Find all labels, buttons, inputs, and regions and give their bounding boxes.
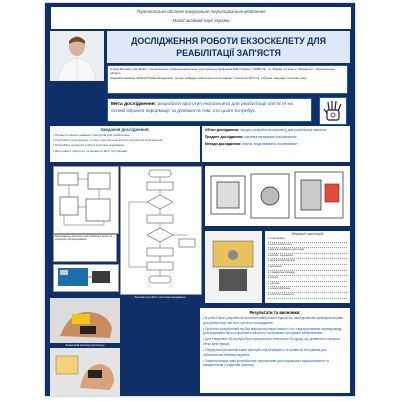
task-item: ▪ Виготовити прототип та провести його тестування.: [53, 149, 197, 154]
component-item: ▸ акумуляторні батареї: [268, 259, 347, 265]
arduino-board-image: [53, 264, 119, 292]
goal-text: розробити прототип екзоскелета для реабілітації зап'ястя на основі зібраної інформації та допомогти тим, хто цього потребує.: [111, 102, 293, 114]
poster-title: [107, 31, 350, 63]
object-text: процес розробки екзоскелету для реабілітації зап'ястя: [240, 128, 327, 132]
header-line-1: Тернопільське обласне комунальне територіальне відділення: [136, 9, 266, 14]
robot-hand-icon: [319, 97, 347, 125]
prototype-caption: Зовнішній вигляд прототипу: [65, 343, 105, 347]
authors-block: [107, 65, 348, 94]
3d-model-caption-box: Моделювання екзоскелета для реабілітації зап'ястя в середовищі 3D-моделювання: [53, 234, 117, 262]
component-item: ▸ еластичні елементи: [268, 293, 347, 299]
exoskeleton-photo: [205, 231, 262, 303]
result-item: ▪ Перед використанням такий пристрій слід перевірити та провести тестування для забезпечення безпеки пацієнта.: [203, 348, 347, 357]
tasks-heading: Завдання дослідження:: [100, 127, 150, 132]
component-item: ▸ кнопки і перемикачі: [268, 254, 347, 260]
component-item: ▸ плата Arduino Uno: [268, 243, 347, 249]
task-item: ▪ Розробити алгоритм роботи системи керування.: [53, 143, 197, 148]
result-item: ▪ В роботі було розроблено прототип майбутнього пристрою, який дозволяє проводити вправи для реабілітації зап'ястя при його пошкодженні.: [203, 316, 347, 325]
component-item: ▸ кріплення: [268, 265, 347, 271]
object-label: Об'єкт дослідження:: [205, 128, 240, 132]
author-photo: [50, 31, 104, 81]
flowchart-image: [120, 166, 202, 295]
header: [50, 6, 352, 30]
results-heading: Результати та висновки:: [249, 310, 301, 315]
methods-label: Методи дослідження:: [205, 141, 242, 146]
components-heading: Зібраний пристрій:: [291, 232, 324, 236]
subject-label: Предмет дослідження:: [205, 134, 244, 139]
header-line-2: Малої академії наук України: [172, 18, 230, 23]
prototype-photo-1: [50, 298, 120, 343]
component-item: ▸ датчики: [268, 282, 347, 288]
tasks-block: [50, 126, 200, 162]
component-item: ▸ модуль керування двигунами: [268, 248, 347, 254]
task-item: ▪ Провести аналіз наявних пристроїв для реабілітації.: [53, 133, 197, 138]
components-list-block: [265, 231, 350, 303]
component-item: ▸ ремені кріплення: [268, 287, 347, 293]
results-block: [200, 308, 350, 393]
circuit-schematic-image: [53, 166, 119, 234]
component-item: ▸ корпус: [268, 276, 347, 282]
author-info: Сопіль Михайло Сергійович, Тернопільське обласне комунальне територіальне відділення МАН України, ТНЗВР №... м. Збараж, 11 клас м. Збараж вул. Тернопільська область: [110, 67, 335, 76]
title-line-1: ДОСЛІДЖЕННЯ РОБОТИ ЕКЗОСКЕЛЕТУ ДЛЯ: [131, 36, 326, 46]
title-line-2: РЕАБІЛІТАЦІЇ ЗАП'ЯСТЯ: [176, 48, 281, 58]
task-item: ▪ Розробити конструкцію і схему електричних вузлів та робочих компонентів.: [53, 138, 197, 143]
component-item: ▸ сервопривід: [268, 237, 347, 243]
device-3d-render-image: [205, 166, 350, 226]
result-item: ▪ Для створення 3D-корпусу було використано технологію 3D-друку, що дозволило створити легку конструкцію.: [203, 337, 347, 346]
methods-text: аналіз, моделювання, експеримент: [242, 141, 298, 146]
goal-label: Мета дослідження:: [111, 102, 157, 107]
result-item: ▪ Запропонована нова розробка має перспективи для подальшого вдосконалення та використання у медичній практиці.: [203, 359, 347, 368]
poster: [45, 3, 355, 396]
result-item: ▪ Прототип розроблений на базі мікроконтролера Arduino Uno з використанням сервоприводу. Для керування було розроблено алгоритм та написано програмне забезпечення.: [203, 327, 347, 336]
component-item: ▸ з'єднувальні проводи: [268, 271, 347, 277]
goal-block: [107, 98, 312, 122]
subject-text: система керування екзоскелетом: [244, 134, 297, 139]
supervisor-info: Науковий керівник: Забатий Роман Богданович, доцент кафедри комп'ютерно-інтегрованих технологій ТНТУ ім. І. Пулюя, кандидат технічних наук: [110, 75, 307, 80]
research-objects-block: [202, 126, 350, 162]
prototype-photo-2: [50, 348, 120, 396]
flowchart-caption: Алгоритм роботи системи керування: [134, 295, 186, 299]
